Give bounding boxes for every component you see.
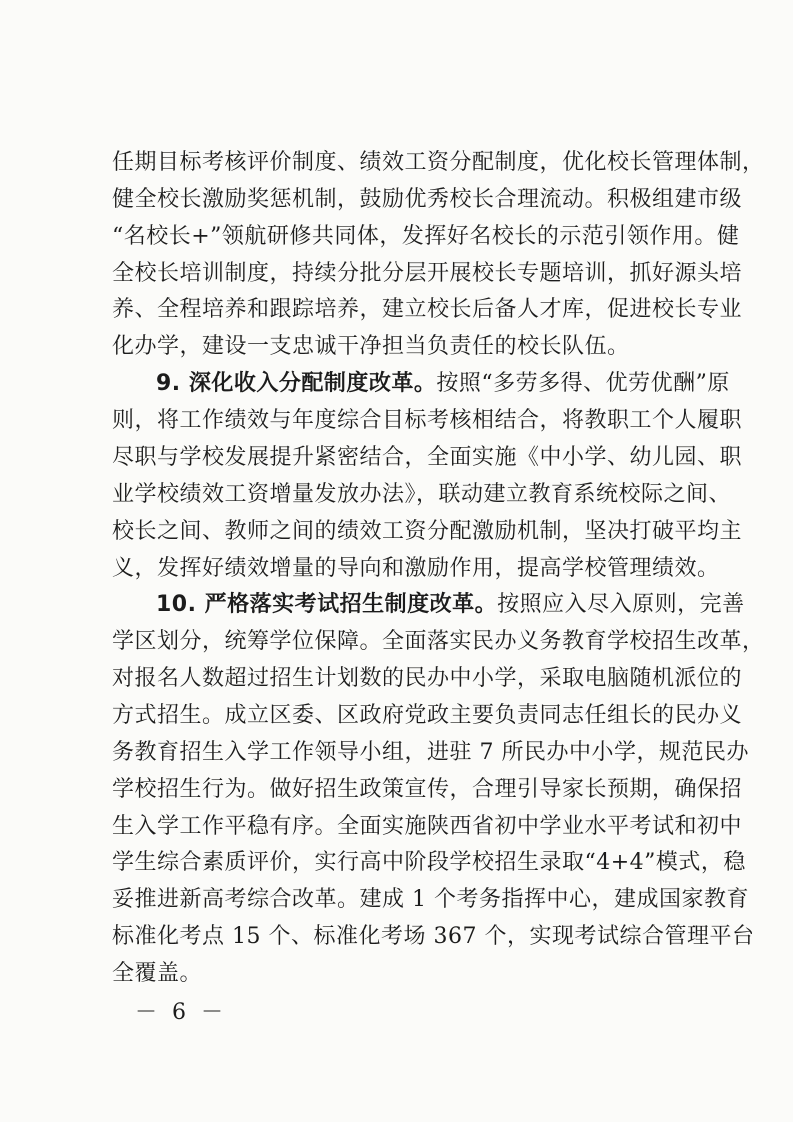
paragraph-line: 全校长培训制度，持续分批分层开展校长专题培训，抓好源头培 (112, 261, 743, 286)
paragraph-line: 务教育招生入学工作领导小组，进驻 7 所民办中小学，规范民办 (112, 740, 749, 765)
paragraph-line: 健全校长激励奖惩机制，鼓励优秀校长合理流动。积极组建市级 (112, 187, 743, 212)
section-10-first-line (112, 586, 745, 623)
paragraph-line: 标准化考点 15 个、标准化考场 367 个，实现考试综合管理平台 (112, 924, 755, 949)
paragraph-line: 校长之间、教师之间的绩效工资分配激励机制，坚决打破平均主 (112, 519, 743, 544)
section-10-first-line-text: 按照应入尽入原则，完善 (497, 592, 745, 617)
paragraph-line: 尽职与学校发展提升紧密结合，全面实施《中小学、幼儿园、职 (112, 445, 743, 470)
paragraph-line: 学区划分，统筹学位保障。全面落实民办义务教育学校招生改革， (112, 629, 765, 654)
paragraph-line: 学校招生行为。做好招生政策宣传，合理引导家长预期，确保招 (112, 777, 743, 802)
paragraph-line: 妥推进新高考综合改革。建成 1 个考务指挥中心，建成国家教育 (112, 887, 749, 912)
section-10-heading: 10. 严格落实考试招生制度改革。 (156, 592, 498, 617)
paragraph-line: 任期目标考核评价制度、绩效工资分配制度，优化校长管理体制， (112, 150, 765, 175)
page-number: － 6 － (135, 1000, 227, 1025)
paragraph-line: 生入学工作平稳有序。全面实施陕西省初中学业水平考试和初中 (112, 814, 743, 839)
paragraph-line: 养、全程培养和跟踪培养，建立校长后备人才库，促进校长专业 (112, 297, 743, 322)
paragraph-line: “名校长+”领航研修共同体，发挥好名校长的示范引领作用。健 (112, 224, 740, 249)
paragraph-line: 业学校绩效工资增量发放办法》，联动建立教育系统校际之间、 (112, 482, 732, 507)
paragraph-line: 对报名人数超过招生计划数的民办中小学，采取电脑随机派位的 (112, 666, 743, 691)
paragraph-line: 方式招生。成立区委、区政府党政主要负责同志任组长的民办义 (112, 703, 743, 728)
section-9-first-line (112, 365, 730, 402)
section-9-heading: 9. 深化收入分配制度改革。 (156, 371, 437, 396)
paragraph-line: 义，发挥好绩效增量的导向和激励作用，提高学校管理绩效。 (112, 556, 720, 581)
paragraph-line: 学生综合素质评价，实行高中阶段学校招生录取“4+4”模式，稳 (112, 850, 746, 875)
paragraph-line: 全覆盖。 (112, 961, 203, 986)
paragraph-line: 化办学，建设一支忠诚干净担当负责任的校长队伍。 (112, 334, 630, 359)
section-9-first-line-text: 按照“多劳多得、优劳优酬”原 (436, 371, 730, 396)
paragraph-line: 则，将工作绩效与年度综合目标考核相结合，将教职工个人履职 (112, 408, 743, 433)
